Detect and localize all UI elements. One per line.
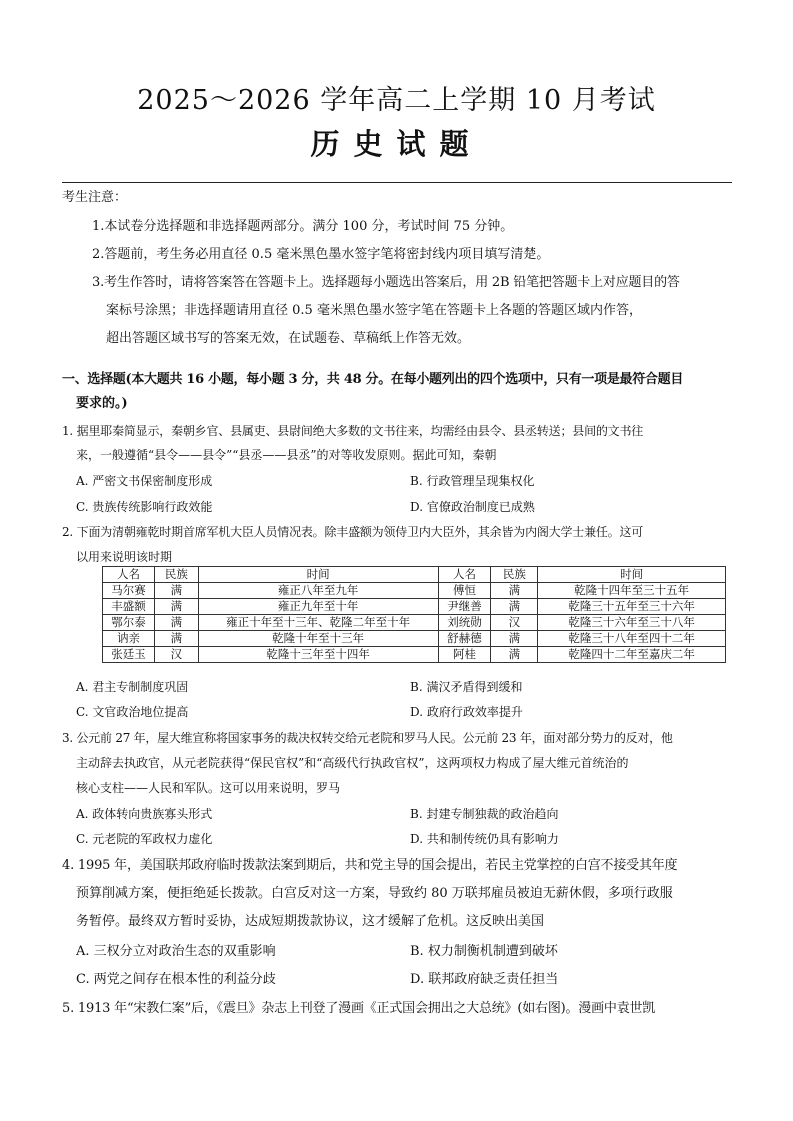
table-cell: 尹继善	[438, 599, 491, 615]
table-cell: 满	[491, 599, 538, 615]
table-header-cell: 人名	[438, 567, 491, 583]
question-2-text: 以用来说明该时期	[76, 550, 173, 564]
table-cell: 舒赫德	[438, 631, 491, 647]
table-cell: 满	[154, 599, 198, 615]
table-cell: 刘统勋	[438, 615, 491, 631]
table-row	[103, 631, 726, 647]
q4-option-b[interactable]: B. 权力制衡机制遭到破坏	[410, 944, 558, 959]
q1-option-a[interactable]: A. 严密文书保密制度形成	[76, 474, 213, 488]
question-5-text: 5. 1913 年“宋教仁案”后，《震旦》杂志上刊登了漫画《正式国会拥出之大总统》(如右图)。漫画中袁世凯	[62, 1001, 656, 1016]
table-cell: 乾隆四十二年至嘉庆二年	[538, 647, 726, 663]
table-cell: 雍正十年至十三年、乾隆二年至十年	[198, 615, 438, 631]
q3-option-c[interactable]: C. 元老院的军政权力虚化	[76, 832, 213, 846]
table-row	[103, 599, 726, 615]
q3-option-b[interactable]: B. 封建专制独裁的政治趋向	[410, 807, 559, 821]
q2-option-c[interactable]: C. 文官政治地位提高	[76, 705, 189, 719]
table-cell: 满	[154, 631, 198, 647]
table-header-cell: 民族	[491, 567, 538, 583]
q1-option-b[interactable]: B. 行政管理呈现集权化	[410, 474, 535, 488]
table-cell: 乾隆三十五年至三十六年	[538, 599, 726, 615]
q2-option-a[interactable]: A. 君主专制制度巩固	[76, 680, 189, 694]
q2-option-b[interactable]: B. 满汉矛盾得到缓和	[410, 680, 523, 694]
table-row	[103, 647, 726, 663]
q4-option-c[interactable]: C. 两党之间存在根本性的利益分歧	[76, 972, 276, 987]
question-3-text: 3. 公元前 27 年，屋大维宣称将国家事务的裁决权转交给元老院和罗马人民。公元前 23 年，面对部分势力的反对，他	[62, 731, 673, 745]
grand-councillor-table	[102, 566, 726, 663]
question-4-text: 4. 1995 年，美国联邦政府临时拨款法案到期后，共和党主导的国会提出，若民主党掌控的白宫不接受其年度	[62, 858, 678, 873]
question-2-text: 2. 下面为清朝雍乾时期首席军机大臣人员情况表。除丰盛额为领侍卫内大臣外，其余皆为内阁大学士兼任。这可	[62, 525, 644, 539]
exam-title: 2025～2026 学年高二上学期 10 月考试	[137, 85, 656, 116]
question-3-text: 主动辞去执政官，从元老院获得“保民官权”和“高级代行执政官权”，这两项权力构成了屋大维元首统治的	[76, 756, 629, 770]
table-cell: 乾隆十四年至三十五年	[538, 583, 726, 599]
q3-option-d[interactable]: D. 共和制传统仍具有影响力	[410, 832, 559, 846]
notice-heading: 考生注意：	[62, 190, 128, 205]
question-3-text: 核心支柱——人民和军队。这可以用来说明，罗马	[76, 781, 341, 795]
q4-option-a[interactable]: A. 三权分立对政治生态的双重影响	[76, 944, 276, 959]
question-1-text: 来，一般遵循“县令——县令”“县丞——县丞”的对等收发原则。据此可知，秦朝	[76, 448, 497, 462]
q3-option-a[interactable]: A. 政体转向贵族寡头形式	[76, 807, 213, 821]
table-cell: 乾隆十三年至十四年	[198, 647, 438, 663]
notice-item: 1.本试卷分选择题和非选择题两部分。满分 100 分，考试时间 75 分钟。	[92, 219, 514, 234]
table-cell: 汉	[491, 615, 538, 631]
section-heading-continued: 要求的。)	[76, 396, 128, 411]
table-header-cell: 时间	[538, 567, 726, 583]
table-header-cell: 民族	[154, 567, 198, 583]
table-cell: 张廷玉	[103, 647, 155, 663]
table-cell: 乾隆十年至十三年	[198, 631, 438, 647]
table-cell: 乾隆三十八年至四十二年	[538, 631, 726, 647]
table-cell: 雍正九年至十年	[198, 599, 438, 615]
table-cell: 满	[154, 615, 198, 631]
q4-option-d[interactable]: D. 联邦政府缺乏责任担当	[410, 972, 559, 987]
table-cell: 满	[154, 583, 198, 599]
table-header-cell: 时间	[198, 567, 438, 583]
table-row	[103, 615, 726, 631]
table-header-row	[103, 567, 726, 583]
notice-item: 2.答题前，考生务必用直径 0.5 毫米黑色墨水签字笔将密封线内项目填写清楚。	[92, 247, 550, 262]
notice-item-continued: 超出答题区域书写的答案无效，在试题卷、草稿纸上作答无效。	[106, 331, 471, 346]
table-header-cell: 人名	[103, 567, 155, 583]
table-cell: 乾隆三十六年至三十八年	[538, 615, 726, 631]
question-1-text: 1. 据里耶秦简显示，秦朝乡官、县属吏、县尉间绝大多数的文书往来，均需经由县令、县丞转送；县间的文书往	[62, 424, 644, 438]
notice-item-continued: 案标号涂黑；非选择题请用直径 0.5 毫米黑色墨水签字笔在答题卡上各题的答题区域内作答，	[106, 303, 642, 318]
table-cell: 满	[491, 583, 538, 599]
table-cell: 丰盛额	[103, 599, 155, 615]
table-cell: 汉	[154, 647, 198, 663]
notice-item: 3.考生作答时，请将答案答在答题卡上。选择题每小题选出答案后，用 2B 铅笔把答题卡上对应题目的答	[92, 275, 680, 290]
table-cell: 满	[491, 647, 538, 663]
table-cell: 雍正八年至九年	[198, 583, 438, 599]
section-heading: 一、选择题(本大题共 16 小题，每小题 3 分，共 48 分。在每小题列出的四个选项中，只有一项是最符合题目	[62, 372, 684, 387]
subject-title: 历史试题	[310, 127, 483, 161]
q2-option-d[interactable]: D. 政府行政效率提升	[410, 705, 523, 719]
table-row	[103, 583, 726, 599]
table-cell: 傅恒	[438, 583, 491, 599]
table-cell: 满	[491, 631, 538, 647]
q1-option-d[interactable]: D. 官僚政治制度已成熟	[410, 500, 535, 514]
question-4-text: 预算削减方案，便拒绝延长拨款。白宫反对这一方案，导致约 80 万联邦雇员被迫无薪休假，多项行政服	[76, 886, 673, 901]
header-divider	[62, 182, 732, 183]
table-cell: 马尔赛	[103, 583, 155, 599]
question-4-text: 务暂停。最终双方暂时妥协，达成短期拨款协议，这才缓解了危机。这反映出美国	[76, 914, 545, 929]
table-cell: 阿桂	[438, 647, 491, 663]
table-cell: 鄂尔泰	[103, 615, 155, 631]
q1-option-c[interactable]: C. 贵族传统影响行政效能	[76, 500, 213, 514]
table-cell: 讷亲	[103, 631, 155, 647]
